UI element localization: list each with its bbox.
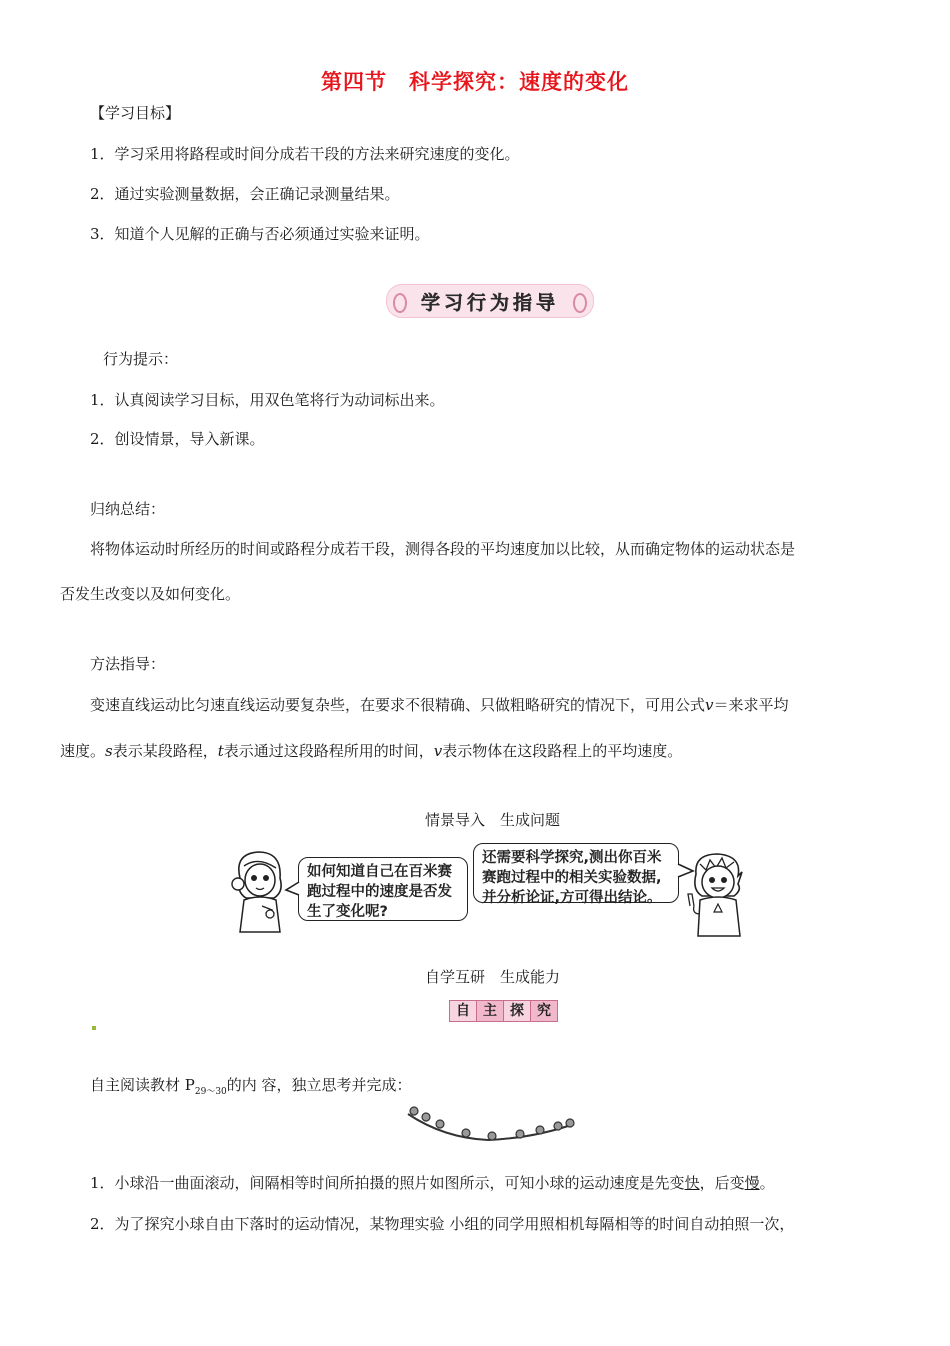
intro-text-a: 自主阅读教材 P bbox=[90, 1076, 195, 1094]
var-s: s bbox=[105, 742, 113, 760]
intro-page-range: 29～30 bbox=[194, 1087, 227, 1097]
question-bubble-tail bbox=[284, 880, 300, 898]
var-v: v bbox=[705, 696, 714, 714]
summary-line-1: 将物体运动时所经历的时间或路程分成若干段，测得各段的平均速度加以比较，从而确定物体的运动状态是 bbox=[90, 540, 796, 558]
behavior-item-1: 1．认真阅读学习目标，用双色笔将行为动词标出来。 bbox=[90, 391, 445, 409]
ball-on-curve-figure bbox=[404, 1104, 580, 1144]
q1-middle: ，后变 bbox=[699, 1174, 745, 1192]
method-line-1 bbox=[90, 694, 789, 715]
behavior-heading: 行为提示： bbox=[103, 350, 179, 368]
var-t: t bbox=[217, 742, 224, 760]
banner-left-curl bbox=[393, 293, 407, 313]
method-line-2-c: 表示通过这段路程所用的时间， bbox=[223, 742, 434, 760]
objective-item-1: 1．学习采用将路程或时间分成若干段的方法来研究速度的变化。 bbox=[90, 145, 520, 163]
boy-illustration bbox=[682, 850, 752, 938]
method-line-2-a: 速度。 bbox=[60, 742, 106, 760]
banner-text: 学习行为指导 bbox=[420, 291, 559, 314]
guidance-banner bbox=[386, 284, 594, 318]
objective-item-2: 2．通过实验测量数据，会正确记录测量结果。 bbox=[90, 185, 400, 203]
q1-answer-1: 快 bbox=[684, 1174, 700, 1192]
behavior-item-2: 2．创设情景，导入新课。 bbox=[90, 430, 265, 448]
badge-char-3: 探 bbox=[504, 1001, 531, 1021]
summary-heading: 归纳总结： bbox=[90, 500, 166, 518]
scene-heading: 情景导入 生成问题 bbox=[424, 811, 560, 829]
question-1 bbox=[90, 1172, 775, 1193]
marker-dot bbox=[92, 1026, 96, 1030]
badge-char-1: 自 bbox=[450, 1001, 477, 1021]
question-2: 2．为了探究小球自由下落时的运动情况，某物理实验 小组的同学用照相机每隔相等的时间自动拍照一次， bbox=[90, 1215, 795, 1233]
answer-bubble bbox=[473, 843, 679, 906]
selfstudy-heading: 自学互研 生成能力 bbox=[424, 968, 560, 986]
method-line-2 bbox=[60, 740, 682, 761]
selfstudy-intro bbox=[90, 1074, 412, 1097]
q1-answer-2: 慢 bbox=[744, 1174, 760, 1192]
method-line-1-text: 变速直线运动比匀速直线运动要复杂些，在要求不很精确、只做粗略研究的情况下，可用公式 bbox=[90, 696, 706, 714]
objective-item-3: 3．知道个人见解的正确与否必须通过实验来证明。 bbox=[90, 225, 430, 243]
page-title: 第四节 科学探究：速度的变化 bbox=[321, 70, 629, 94]
method-line-2-b: 表示某段路程， bbox=[112, 742, 218, 760]
intro-text-b: 的内 容，独立思考并完成： bbox=[226, 1076, 412, 1094]
q1-suffix: 。 bbox=[759, 1174, 775, 1192]
method-heading: 方法指导： bbox=[90, 655, 166, 673]
summary-line-2: 否发生改变以及如何变化。 bbox=[60, 585, 241, 603]
badge-char-4: 究 bbox=[531, 1001, 557, 1021]
method-line-2-d: 表示物体在这段路程上的平均速度。 bbox=[442, 742, 683, 760]
answer-bubble-text: 还需要科学探究,测出你百米赛跑过程中的相关实验数据,并分析论证,方可得出结论。 bbox=[482, 850, 662, 906]
method-line-1-end: ＝来求平均 bbox=[713, 696, 789, 714]
question-bubble bbox=[298, 857, 468, 921]
banner-right-curl bbox=[573, 293, 587, 313]
self-explore-badge bbox=[449, 1000, 558, 1022]
objectives-heading: 【学习目标】 bbox=[90, 104, 181, 122]
question-bubble-text: 如何知道自己在百米赛跑过程中的速度是否发生了变化呢? bbox=[307, 864, 452, 920]
var-v-2: v bbox=[433, 742, 443, 760]
q1-prefix: 1．小球沿一曲面滚动，间隔相等时间所拍摄的照片如图所示，可知小球的运动速度是先变 bbox=[90, 1174, 685, 1192]
badge-char-2: 主 bbox=[477, 1001, 504, 1021]
